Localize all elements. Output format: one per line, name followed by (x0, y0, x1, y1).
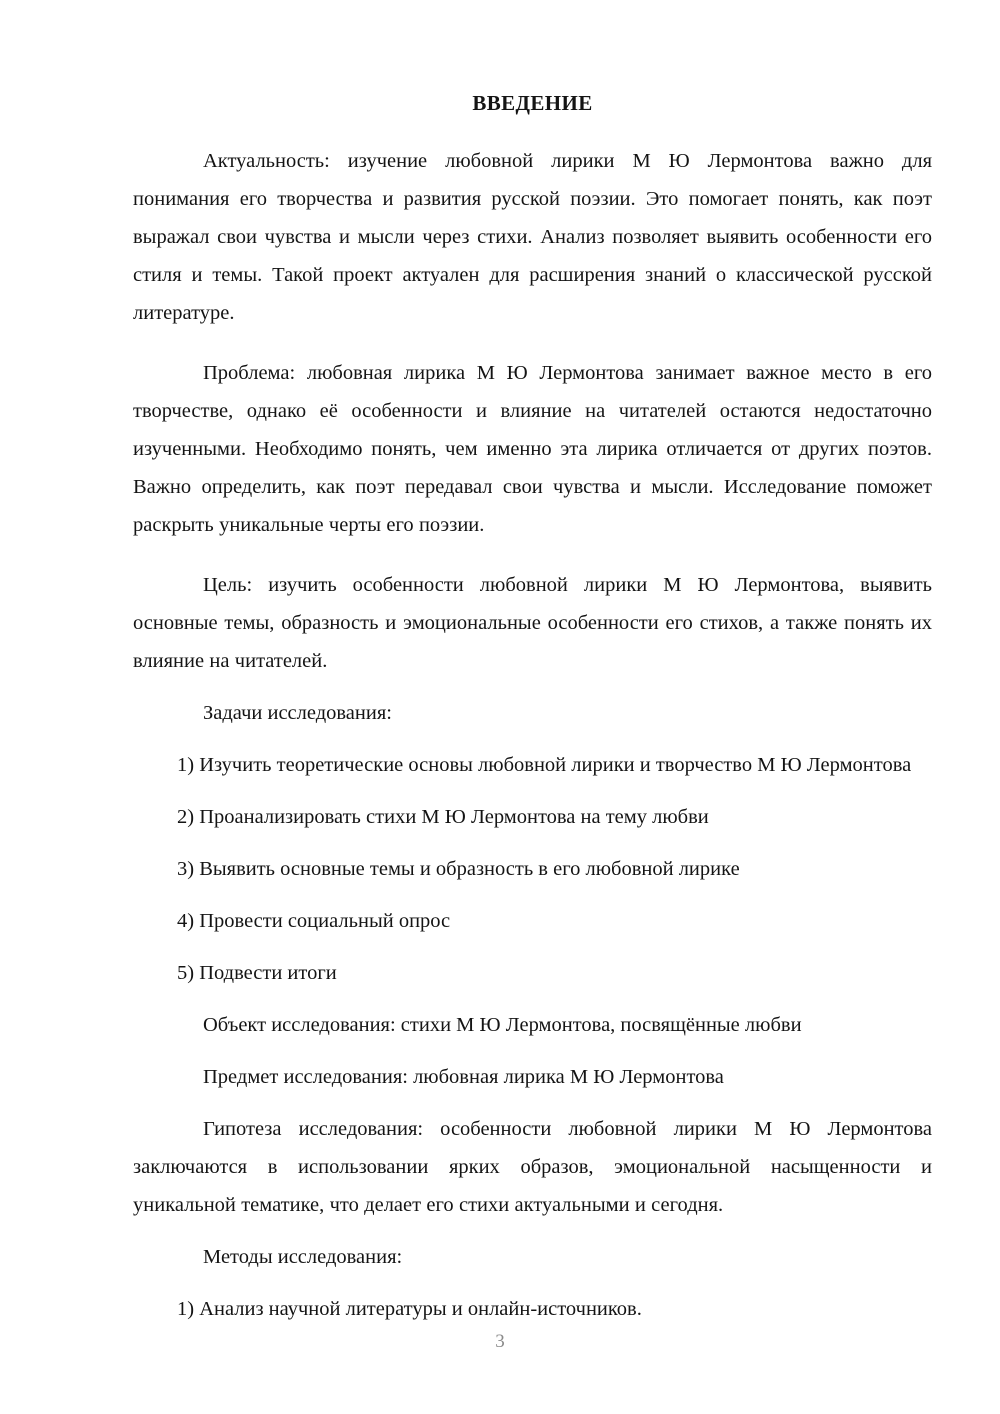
paragraph-goal: Цель: изучить особенности любовной лирики М Ю Лермонтова, выявить основные темы, образность и эмоциональные особенности его стихов, а также понять их влияние на читателей. (133, 573, 932, 672)
task-item-2: 2) Проанализировать стихи М Ю Лермонтова на тему любви (177, 805, 709, 828)
page-number: 3 (495, 1331, 505, 1352)
task-item-1: 1) Изучить теоретические основы любовной лирики и творчество М Ю Лермонтова (177, 753, 912, 776)
tasks-heading: Задачи исследования: (203, 701, 392, 724)
method-item-1: 1) Анализ научной литературы и онлайн-источников. (177, 1297, 642, 1320)
page-content (133, 0, 932, 1328)
paragraph-hypothesis: Гипотеза исследования: особенности любовной лирики М Ю Лермонтова заключаются в использовании ярких образов, эмоциональной насыщенности и уникальной тематике, что делает его стихи актуальными и сегодня. (133, 1117, 932, 1216)
methods-heading: Методы исследования: (203, 1245, 403, 1268)
object-of-research: Объект исследования: стихи М Ю Лермонтова, посвящённые любви (203, 1013, 802, 1036)
task-item-3: 3) Выявить основные темы и образность в его любовной лирике (177, 857, 740, 880)
subject-of-research: Предмет исследования: любовная лирика М Ю Лермонтова (203, 1065, 724, 1088)
paragraph-relevance: Актуальность: изучение любовной лирики М Ю Лермонтова важно для понимания его творчества и развития русской поэзии. Это помогает понять, как поэт выражал свои чувства и мысли через стихи. Анализ позволяет выявить особенности его стиля и темы. Такой проект актуален для расширения знаний о классической русской литературе. (133, 149, 932, 324)
paragraph-problem: Проблема: любовная лирика М Ю Лермонтова занимает важное место в его творчестве, однако её особенности и влияние на читателей остаются недостаточно изученными. Необходимо понять, чем именно эта лирика отличается от других поэтов. Важно определить, как поэт передавал свои чувства и мысли. Исследование поможет раскрыть уникальные черты его поэзии. (133, 361, 932, 536)
task-item-5: 5) Подвести итоги (177, 961, 337, 984)
task-item-4: 4) Провести социальный опрос (177, 909, 451, 932)
page-title: ВВЕДЕНИЕ (472, 91, 593, 115)
